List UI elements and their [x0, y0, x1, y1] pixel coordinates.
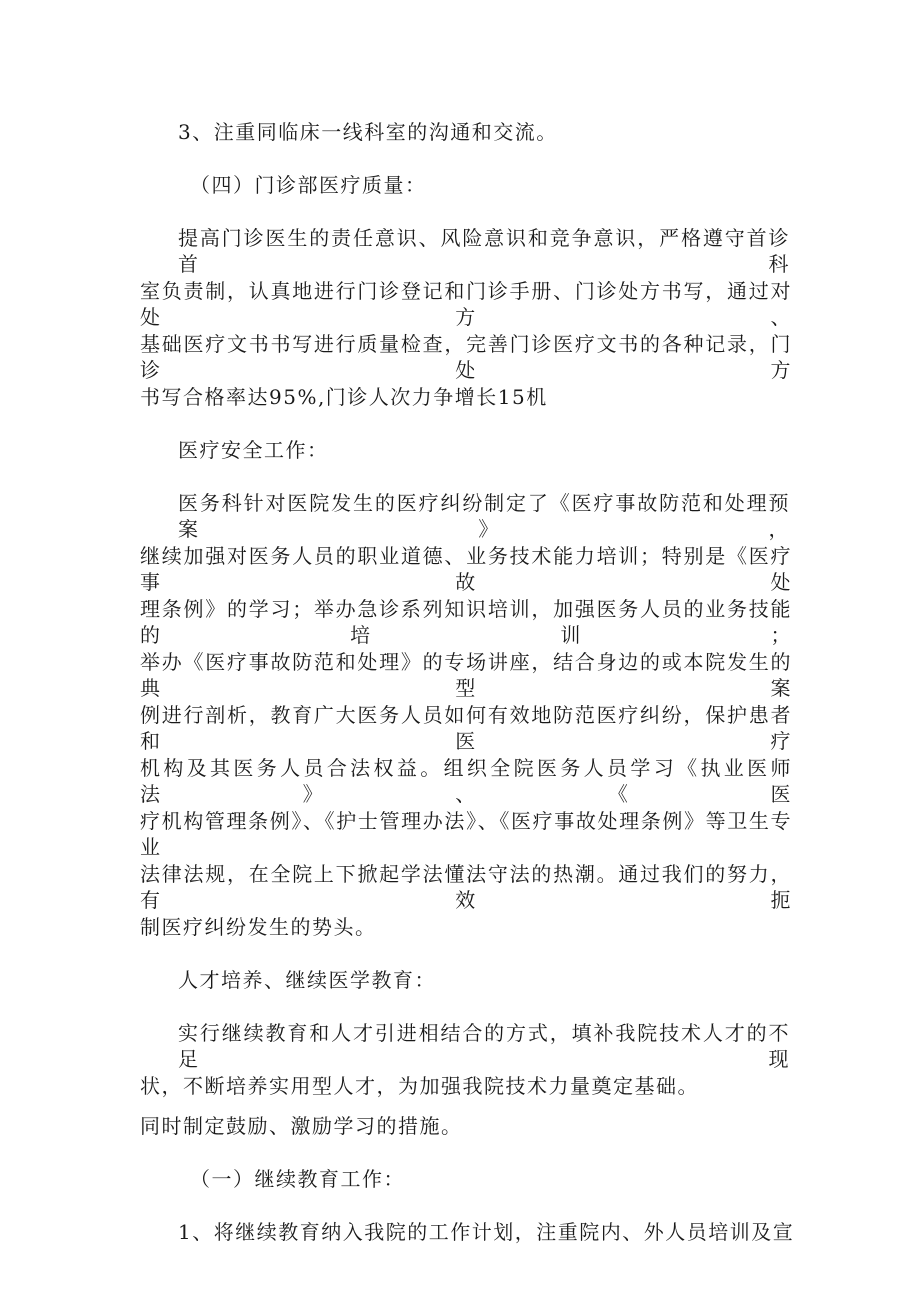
body-line: 举办《医疗事故防范和处理》的专场讲座，结合身边的或本院发生的典型案	[140, 650, 792, 700]
body-line: 医务科针对医院发生的医疗纠纷制定了《医疗事故防范和处理预案》，	[178, 491, 790, 541]
body-line: 机构及其医务人员合法权益。组织全院医务人员学习《执业医师法》、《医	[140, 756, 792, 806]
body-line: 继续加强对医务人员的职业道德、业务技术能力培训；特别是《医疗事故处	[140, 544, 792, 594]
body-line: 实行继续教育和人才引进相结合的方式，填补我院技术人才的不足现	[178, 1021, 790, 1071]
paragraph-item-1: 1、将继续教育纳入我院的工作计划，注重院内、外人员培训及宣	[178, 1220, 795, 1244]
section-heading-outpatient-quality: （四）门诊部医疗质量：	[190, 173, 427, 197]
body-line: 状，不断培养实用型人才，为加强我院技术力量奠定基础。	[140, 1074, 699, 1098]
paragraph-item-3: 3、注重同临床一线科室的沟通和交流。	[178, 120, 558, 144]
body-line: 提高门诊医生的责任意识、风险意识和竞争意识，严格遵守首诊首科	[178, 226, 790, 276]
section-heading-talent-training: 人才培养、继续医学教育：	[178, 968, 436, 992]
body-line: 例进行剖析，教育广大医务人员如何有效地防范医疗纠纷，保护患者和医疗	[140, 703, 792, 753]
body-line: 室负责制，认真地进行门诊登记和门诊手册、门诊处方书写，通过对处方、	[140, 279, 792, 329]
body-line: 疗机构管理条例》、《护士管理办法》、《医疗事故处理条例》等卫生专业	[140, 809, 792, 859]
body-line: 理条例》的学习；举办急诊系列知识培训，加强医务人员的业务技能的培训；	[140, 597, 792, 647]
section-heading-medical-safety: 医疗安全工作：	[178, 438, 329, 462]
body-line: 同时制定鼓励、激励学习的措施。	[140, 1114, 463, 1138]
body-line: 法律法规，在全院上下掀起学法懂法守法的热潮。通过我们的努力，有效扼	[140, 862, 792, 912]
body-line: 基础医疗文书书写进行质量检查，完善门诊医疗文书的各种记录，门诊处方	[140, 332, 792, 382]
section-heading-continuing-education: （一）继续教育工作：	[190, 1167, 405, 1191]
body-line: 制医疗纠纷发生的势头。	[140, 915, 377, 939]
body-line: 书写合格率达95%,门诊人次力争增长15机	[140, 385, 548, 409]
